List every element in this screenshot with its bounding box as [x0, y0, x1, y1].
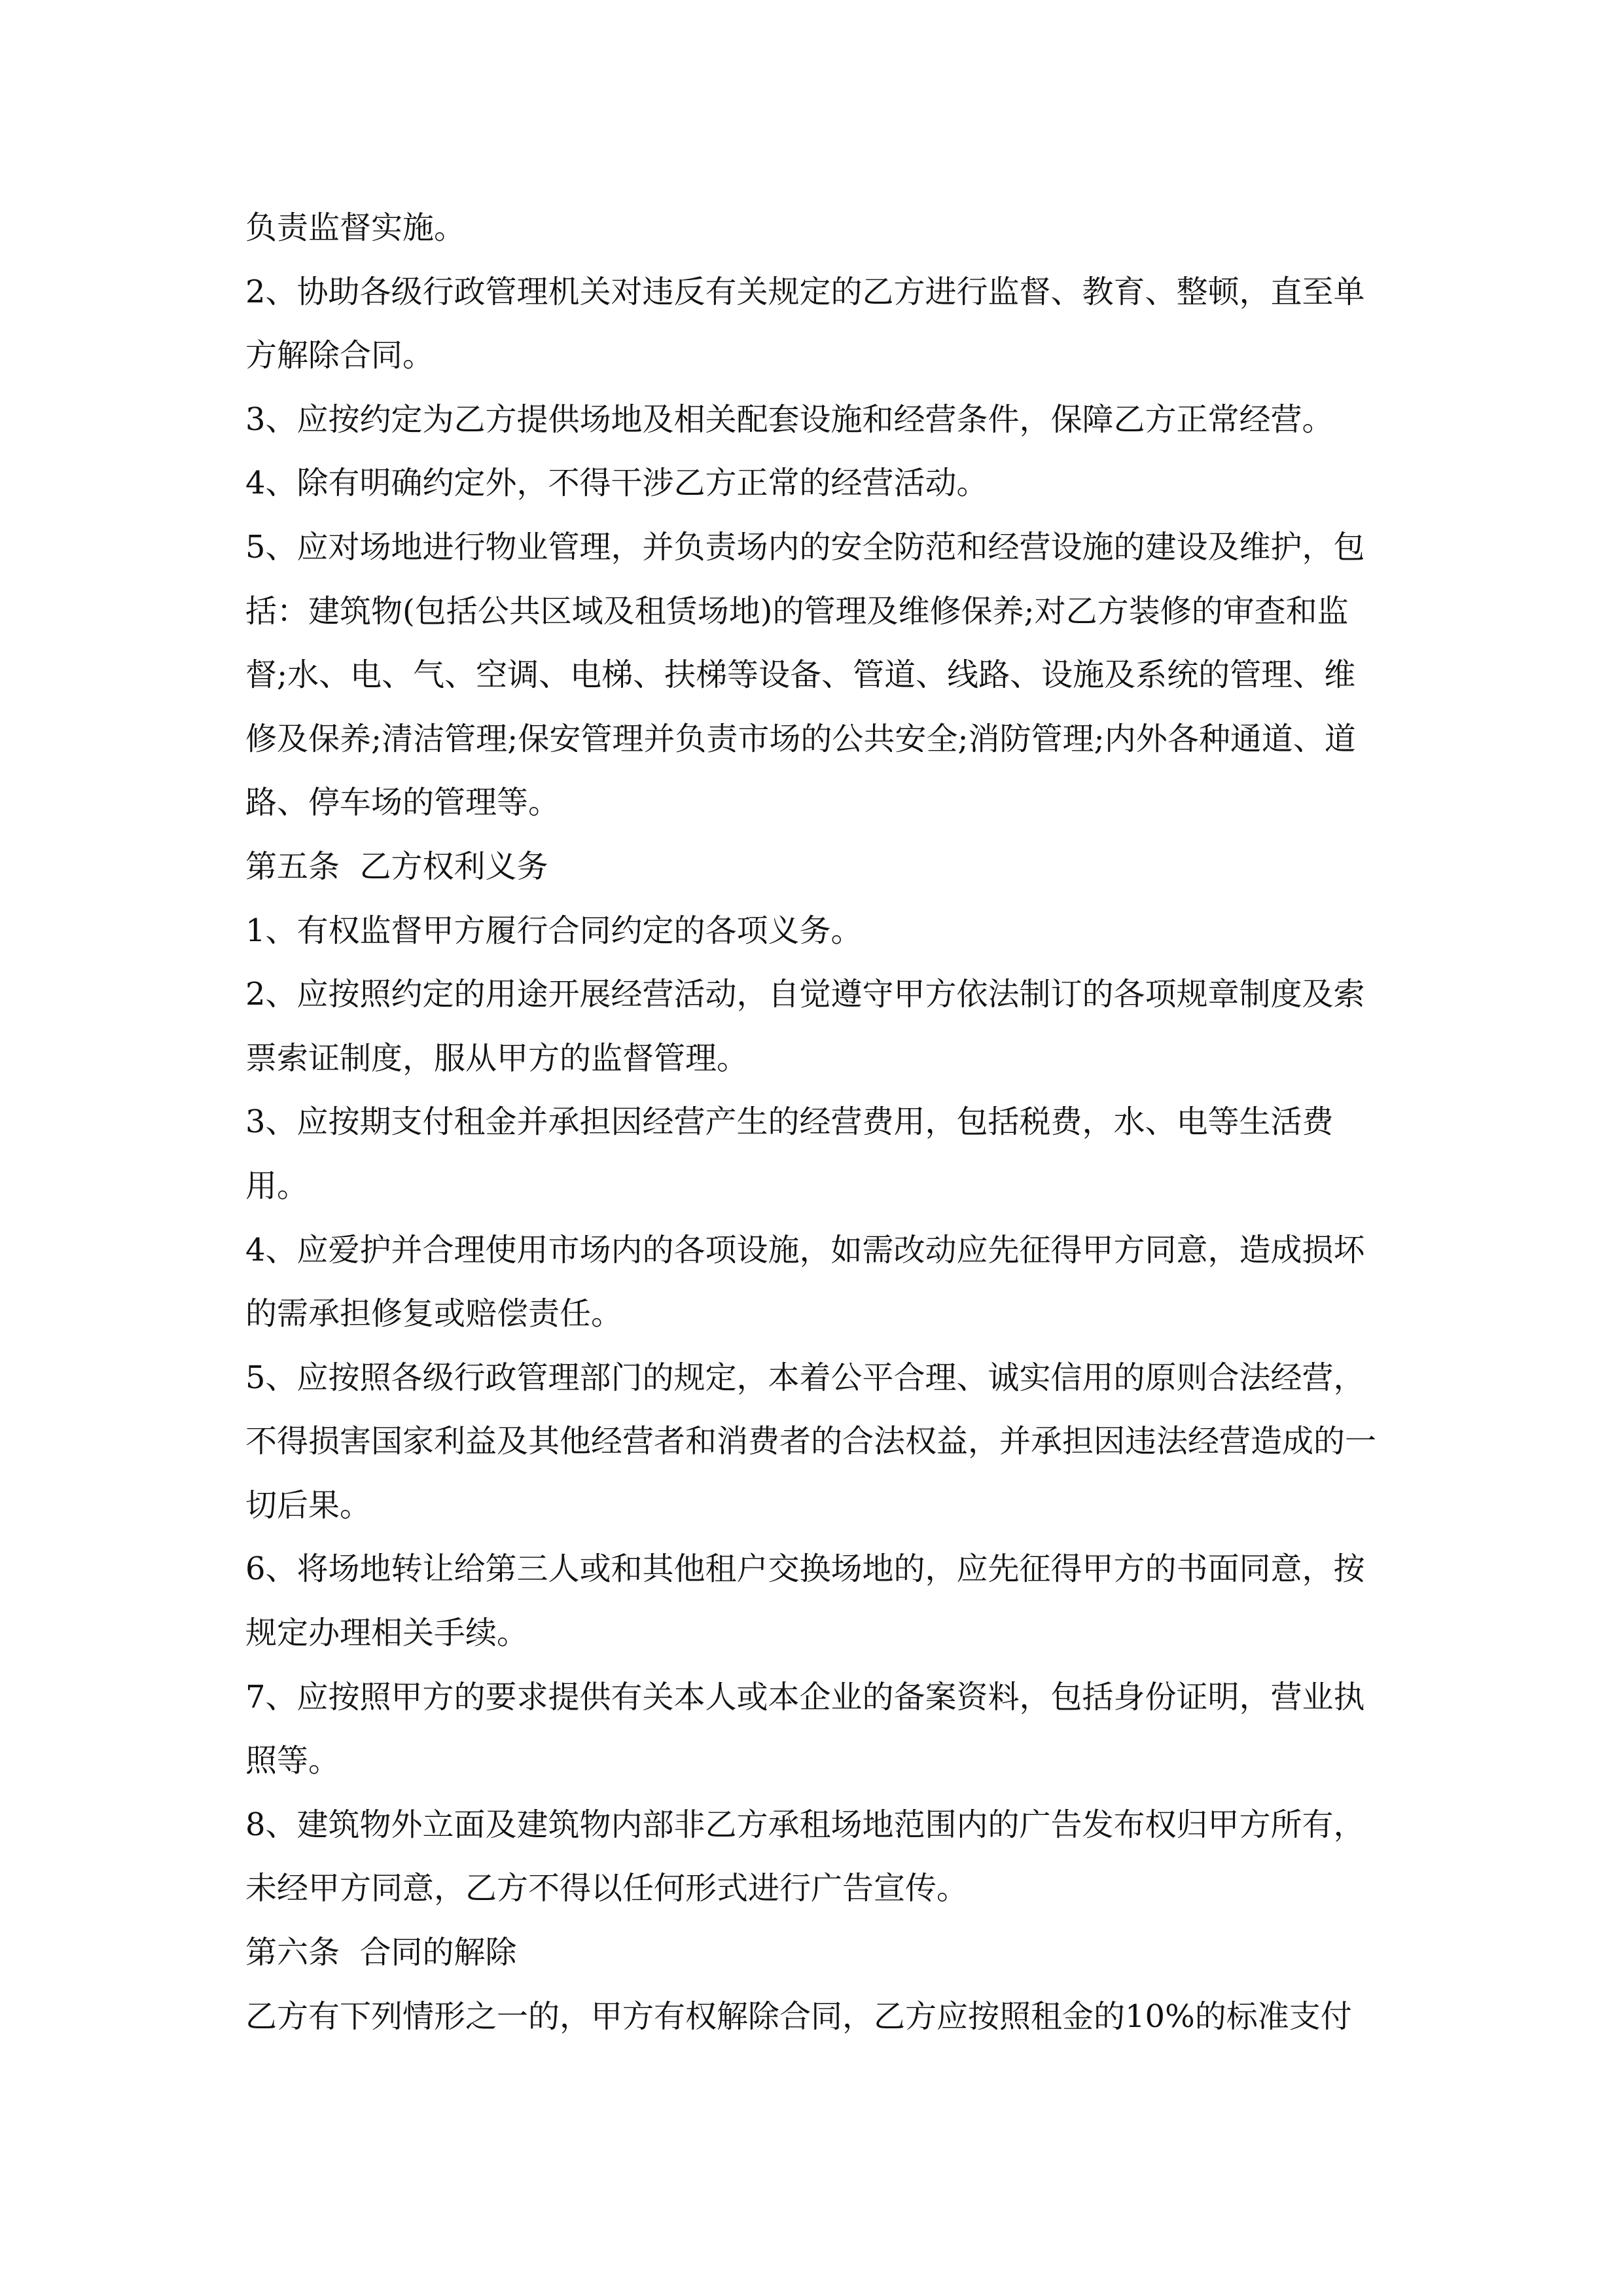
- paragraph-party-b-4: 4、应爱护并合理使用市场内的各项设施，如需改动应先征得甲方同意，造成损坏的需承担修复或赔偿责任。: [245, 1231, 1365, 1333]
- paragraph-party-b-5: 5、应按照各级行政管理部门的规定，本着公平合理、诚实信用的原则合法经营，不得损害国家利益及其他经营者和消费者的合法权益，并承担因违法经营造成的一切后果。: [245, 1359, 1377, 1524]
- document-body: [245, 196, 1378, 2049]
- paragraph-party-b-2: 2、应按照约定的用途开展经营活动，自觉遵守甲方依法制订的各项规章制度及索票索证制度，服从甲方的监督管理。: [245, 976, 1365, 1077]
- paragraph-duty-4: 4、除有明确约定外，不得干涉乙方正常的经营活动。: [245, 465, 988, 502]
- paragraph-continuation: 负责监督实施。: [245, 209, 466, 246]
- paragraph-termination-intro: 乙方有下列情形之一的，甲方有权解除合同，乙方应按照租金的10%的标准支付: [245, 1998, 1352, 2035]
- paragraph-duty-3: 3、应按约定为乙方提供场地及相关配套设施和经营条件，保障乙方正常经营。: [245, 401, 1334, 438]
- paragraph-duty-2: 2、协助各级行政管理机关对违反有关规定的乙方进行监督、教育、整顿，直至单方解除合同。: [245, 273, 1365, 374]
- paragraph-duty-5: 5、应对场地进行物业管理，并负责场内的安全防范和经营设施的建设及维护，包括：建筑物(包括公共区域及租赁场地)的管理及维修保养;对乙方装修的审查和监督;水、电、气、空调、电梯、扶梯等设备、管道、线路、设施及系统的管理、维修及保养;清洁管理;保安管理并负责市场的公共安全;消防管理;内外各种通道、道路、停车场的管理等。: [245, 528, 1365, 821]
- paragraph-party-b-6: 6、将场地转让给第三人或和其他租户交换场地的，应先征得甲方的书面同意，按规定办理相关手续。: [245, 1551, 1365, 1652]
- section-heading-article-6: 第六条 合同的解除: [245, 1934, 517, 1971]
- paragraph-party-b-7: 7、应按照甲方的要求提供有关本人或本企业的备案资料，包括身份证明，营业执照等。: [245, 1678, 1365, 1780]
- paragraph-party-b-1: 1、有权监督甲方履行合同约定的各项义务。: [245, 912, 863, 949]
- paragraph-party-b-8: 8、建筑物外立面及建筑物内部非乙方承租场地范围内的广告发布权归甲方所有，未经甲方同意，乙方不得以任何形式进行广告宣传。: [245, 1806, 1365, 1907]
- paragraph-party-b-3: 3、应按期支付租金并承担因经营产生的经营费用，包括税费，水、电等生活费用。: [245, 1103, 1334, 1204]
- section-heading-article-5: 第五条 乙方权利义务: [245, 848, 548, 885]
